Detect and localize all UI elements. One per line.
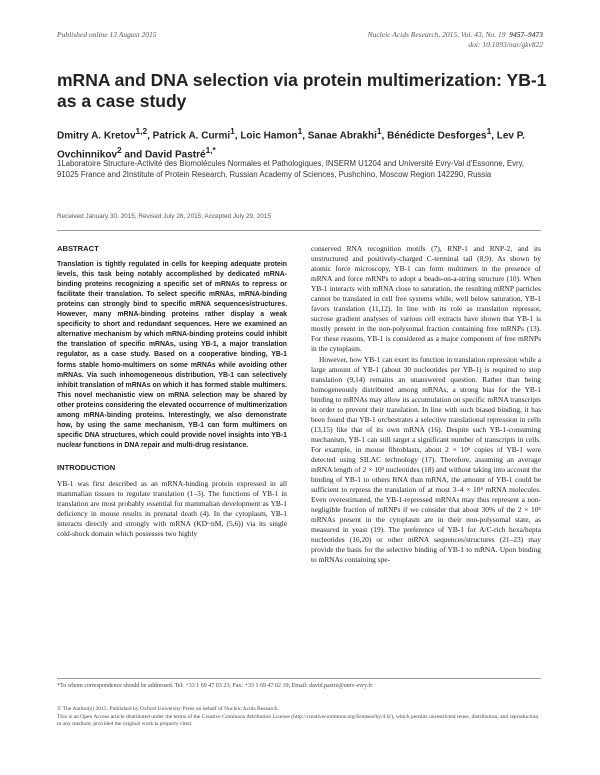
- header-divider: [57, 230, 541, 231]
- author-list: Dmitry A. Kretov$^{1,2}$, Patrick A. Curmi$^1$, Loic Hamon$^1$, Sanae Abrakhi$^1$, Bénédicte Desforges$^1$, Lev P. Ovchinnikov$^2$ and David Pastré$^{1,*}$: [57, 126, 525, 161]
- license-text: This is an Open Access article distributed under the terms of the Creative Commons Attribution License (http://creativecommons.org/licenses/by/4.0/), which permits unrestricted reuse, distribution, and reproduction in any medium, provided the original work is properly cited.: [57, 713, 539, 727]
- received-dates: Received January 30, 2015; Revised July 28, 2015; Accepted July 29, 2015: [57, 213, 271, 220]
- doi: doi: 10.1093/nar/gkv822: [468, 40, 543, 49]
- intro-paragraph: YB-1 was first described as an mRNA-binding protein expressed in all mammalian tissues to regulate translation (1–3). The functions of YB-1 in translation are most probably essential for mammalian development as YB-1 deficiency in mouse results in prenatal death (4). In the cytoplasm, YB-1 interacts directly and strongly with mRNA (KD~nM, (5,6)) via its single cold-shock domain which possesses two highly: [57, 478, 287, 539]
- abstract-heading: ABSTRACT: [57, 244, 99, 253]
- running-header: [57, 22, 543, 62]
- published-date: Published online 13 August 2015: [57, 30, 157, 39]
- abstract-text: Translation is tightly regulated in cells for keeping adequate protein levels, this task being notably accomplished by dedicated mRNA-binding proteins recognizing a specific set of mRNAs to repress or facilitate their translation. To select specific mRNAs, mRNA-binding proteins can strongly bind to specific mRNA sequences/structures. However, many mRNA-binding proteins rather display a weak specificity to short and redundant sequences. Here we examined an alternative mechanism by which mRNA-binding proteins could inhibit the translation of specific mRNAs, using YB-1, a major translation regulator, as a case study. Based on a cooperative binding, YB-1 forms stable homo-multimers on some mRNAs while avoiding other mRNAs. Via such inhomogeneous distribution, YB-1 can selectively inhibit translation of mRNAs on which it has formed stable multimers. This novel mechanistic view on mRNA selection may be shared by other proteins considering the elevated occurrence of multimerization among mRNA-binding proteins. Interestingly, we also demonstrate how, by using the same mechanism, YB-1 can form multimers on specific DNA structures, which could provide novel insights into YB-1 nuclear functions in DNA repair and multi-drug resistance.: [57, 261, 287, 449]
- right-column: [311, 244, 541, 566]
- article-title: mRNA and DNA selection via protein multimerization: YB-1 as a case study: [57, 70, 547, 111]
- journal-name: Nucleic Acids Research, 2015, Vol. 43, No. 19: [367, 30, 506, 39]
- journal-citation: [368, 30, 543, 50]
- affiliations: 1Laboratoire Structure-Activité des Biomolécules Normales et Pathologiques, INSERM U1204 and Université Evry-Val d'Essonne, Evry, 91025 France and 2Institute of Protein Research, Russian Academy of Sciences, Pushchino, Moscow Region 142290, Russia: [57, 159, 525, 179]
- introduction-heading: INTRODUCTION: [57, 462, 116, 472]
- body-paragraph-2: However, how YB-1 can exert its function in translation repression while a large amount of YB-1 (about 30 nucleotides per YB-1) is required to stop translation (9,14) remains an unanswered question. Rather than being homogeneously distributed among mRNAs, a strong bias for the YB-1 binding to mRNAs may allow its accumulation on specific mRNA transcripts in order to prevent their translation. In line with such biased binding, it has been found that YB-1 orchestrates a selective translational repression in cells (13,15) like that of its own mRNA (16). Despite such YB-1-consuming mechanism, YB-1 can still target a significant number of transcripts in cells. For example, in mouse fibroblasts, about 2 × 10⁶ copies of YB-1 were detected using SILAC technology (17). Therefore, assuming an average mRNA length of 2 × 10³ nucleotides (18) and without taking into account the binding of YB-1 to others RNA than mRNA, the amount of YB-1 could be sufficient to repress the translation of at most 3–4 × 10⁴ mRNA molecules. Even overestimated, the YB-1-repressed mRNAs may thus represent a non-negligible fraction of mRNPs if we consider that about 30% of the 2 × 10⁵ mRNAs present in the cytoplasm are in their non-polysomal state, as measured in yeast (19). The preference of YB-1 for A/C-rich hexa/hepta nucleotides (16,20) or other mRNA sequences/structures (21–23) may provide the basis for the selective binding of YB-1 to mRNA. Upon binding to mRNAs containing spe-: [311, 354, 541, 565]
- copyright-block: [57, 706, 541, 729]
- copyright-line: © The Author(s) 2015. Published by Oxford University Press on behalf of Nucleic Acids Research.: [57, 706, 279, 712]
- body-paragraph-1: conserved RNA recognition motifs (7), RNP-1 and RNP-2, and its unstructured and positively-charged C-terminal tail (8,9). As shown by atomic force microscopy, YB-1 can form multimers in the presence of mRNA and force mRNPs to adopt a beads-on-a-string structure (10). When YB-1 interacts with mRNA close to saturation, the resulting mRNP particles cannot be translated in cell free systems while, well below saturation, YB-1 favors translation (11,12). In line with its role as translation repressor, sucrose gradient analyses of various cell extracts have shown that YB-1 is mostly present in the non-polysomal fraction containing free mRNPs (13). For these reasons, YB-1 is considered as a major component of free mRNPs in the cytoplasm.: [311, 244, 541, 354]
- page-range: 9457–9473: [509, 30, 543, 39]
- correspondence-footnote: *To whom correspondence should be addressed. Tel: +33 1 69 47 03 23; Fax: +33 1 69 47 02 19; Email: david.pastre@univ-evry.fr: [57, 683, 373, 689]
- left-column: [57, 244, 287, 539]
- footnote-divider: [57, 678, 541, 679]
